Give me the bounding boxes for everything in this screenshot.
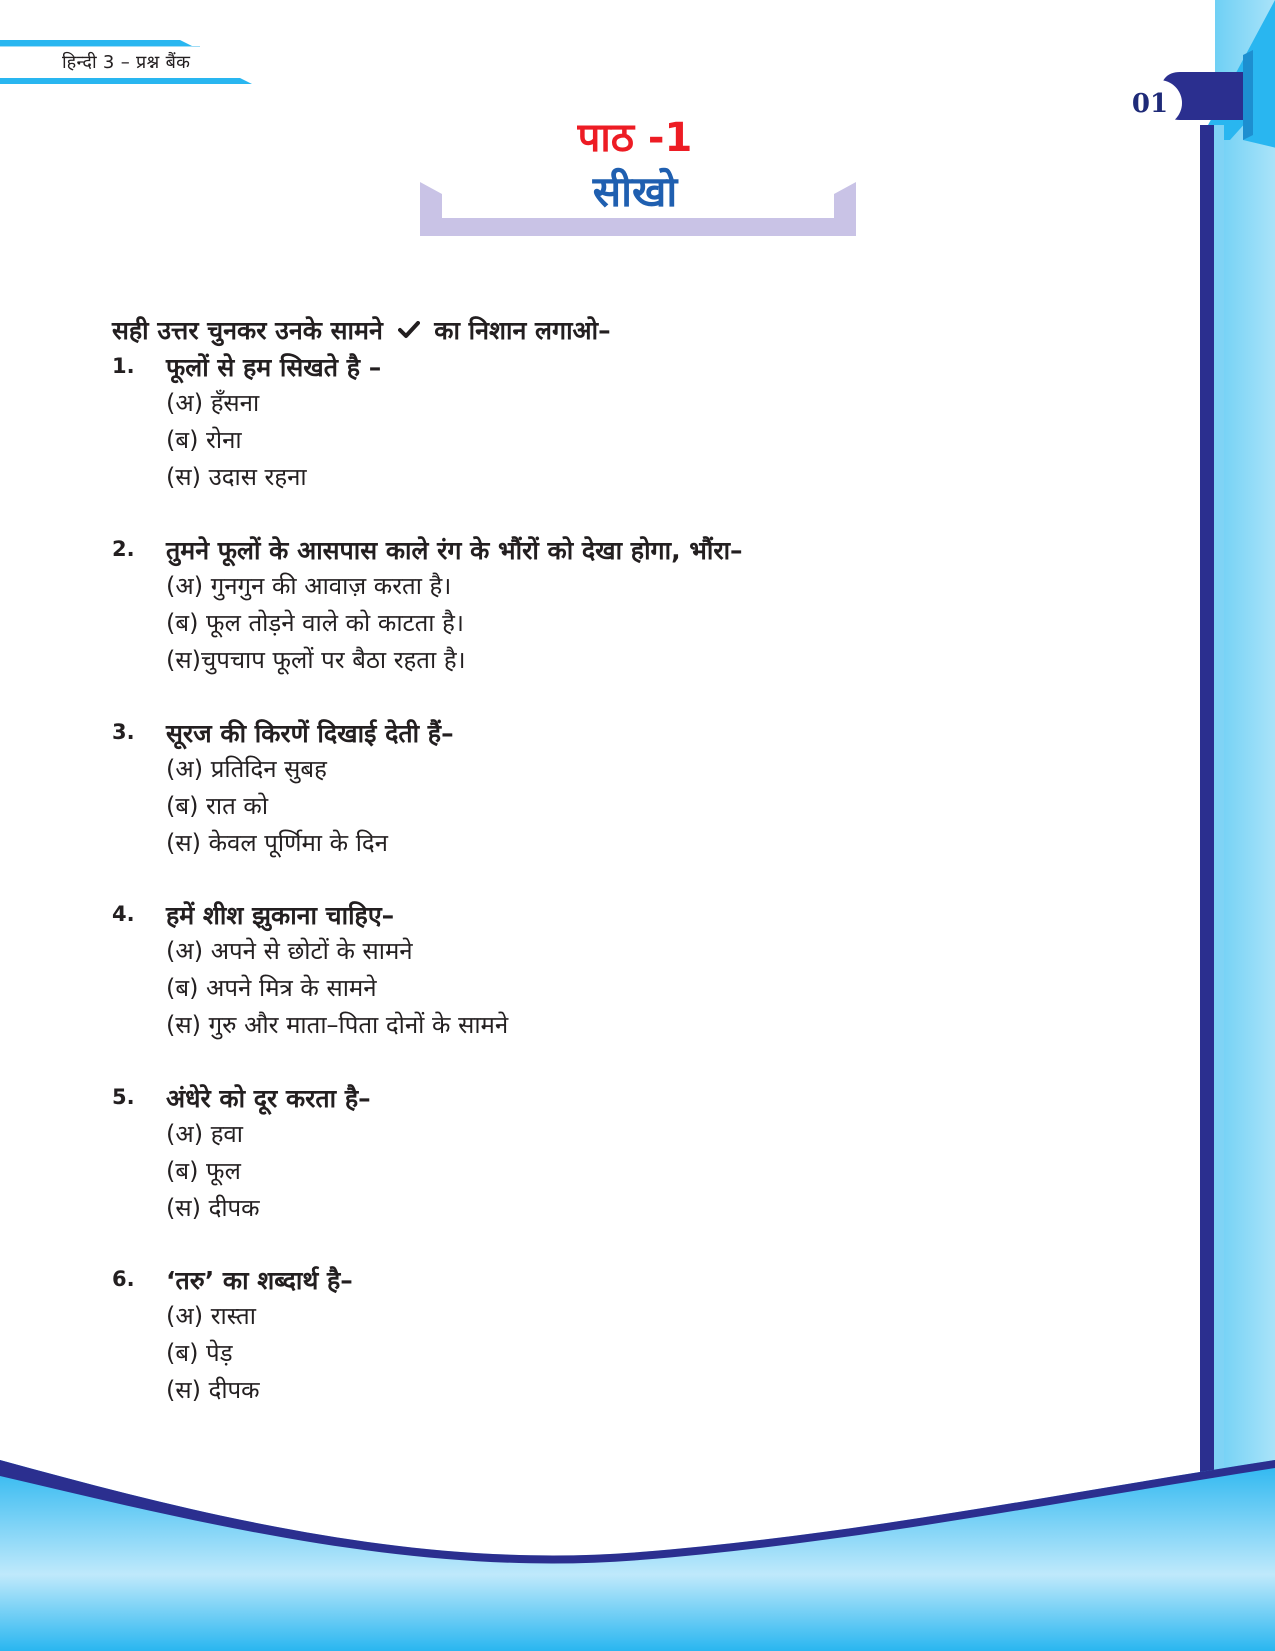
page-number: 01 xyxy=(1131,89,1169,119)
question-number: 6. xyxy=(112,1267,135,1291)
option-b: (ब) पेड़ xyxy=(166,1339,233,1367)
option-b: (ब) फूल तोड़ने वाले को काटता है। xyxy=(166,609,464,637)
option-a: (अ) हवा xyxy=(166,1120,243,1148)
question-number: 2. xyxy=(112,537,135,561)
option-c: (स) उदास रहना xyxy=(166,463,307,491)
question-text: अंधेरे को दूर करता है– xyxy=(166,1084,371,1113)
side-bar-decoration xyxy=(1075,0,1275,1651)
instruction-text-start: सही उत्तर चुनकर उनके सामने xyxy=(112,316,383,345)
option-c: (स) दीपक xyxy=(166,1376,260,1404)
lesson-number: पाठ -1 xyxy=(577,115,693,161)
question-number: 1. xyxy=(112,354,135,378)
question-text: फूलों से हम सिखते है – xyxy=(166,353,382,382)
option-b: (ब) रात को xyxy=(166,792,269,820)
option-a: (अ) हँसना xyxy=(166,389,260,417)
bottom-wave-decoration xyxy=(0,1460,1275,1651)
option-c: (स) केवल पूर्णिमा के दिन xyxy=(166,829,388,857)
option-a: (अ) रास्ता xyxy=(166,1302,256,1330)
option-a: (अ) गुनगुन की आवाज़ करता है। xyxy=(166,572,452,600)
option-a: (अ) प्रतिदिन सुबह xyxy=(166,755,327,783)
book-title: हिन्दी 3 – प्रश्न बैंक xyxy=(62,52,191,73)
option-b: (ब) अपने मित्र के सामने xyxy=(166,974,377,1002)
instruction xyxy=(112,313,611,347)
question-text: सूरज की किरणें दिखाई देती हैं– xyxy=(166,719,454,748)
title-bracket-decoration xyxy=(420,182,856,236)
check-mark-icon xyxy=(398,321,420,339)
question-number: 5. xyxy=(112,1085,135,1109)
option-b: (ब) फूल xyxy=(166,1157,241,1185)
option-b: (ब) रोना xyxy=(166,426,242,454)
option-a: (अ) अपने से छोटों के सामने xyxy=(166,937,413,965)
question-text: ‘तरु’ का शब्दार्थ है– xyxy=(166,1266,353,1295)
lesson-title: सीखो xyxy=(592,167,678,216)
question-number: 4. xyxy=(112,902,135,926)
option-c: (स)चुपचाप फूलों पर बैठा रहता है। xyxy=(166,646,466,674)
option-c: (स) दीपक xyxy=(166,1194,260,1222)
option-c: (स) गुरु और माता–पिता दोनों के सामने xyxy=(166,1011,509,1039)
question-text: तुमने फूलों के आसपास काले रंग के भौंरों को देखा होगा, भौंरा– xyxy=(166,536,743,565)
question-number: 3. xyxy=(112,720,135,744)
question-text: हमें शीश झुकाना चाहिए– xyxy=(166,901,395,930)
instruction-text-end: का निशान लगाओ– xyxy=(434,316,611,345)
